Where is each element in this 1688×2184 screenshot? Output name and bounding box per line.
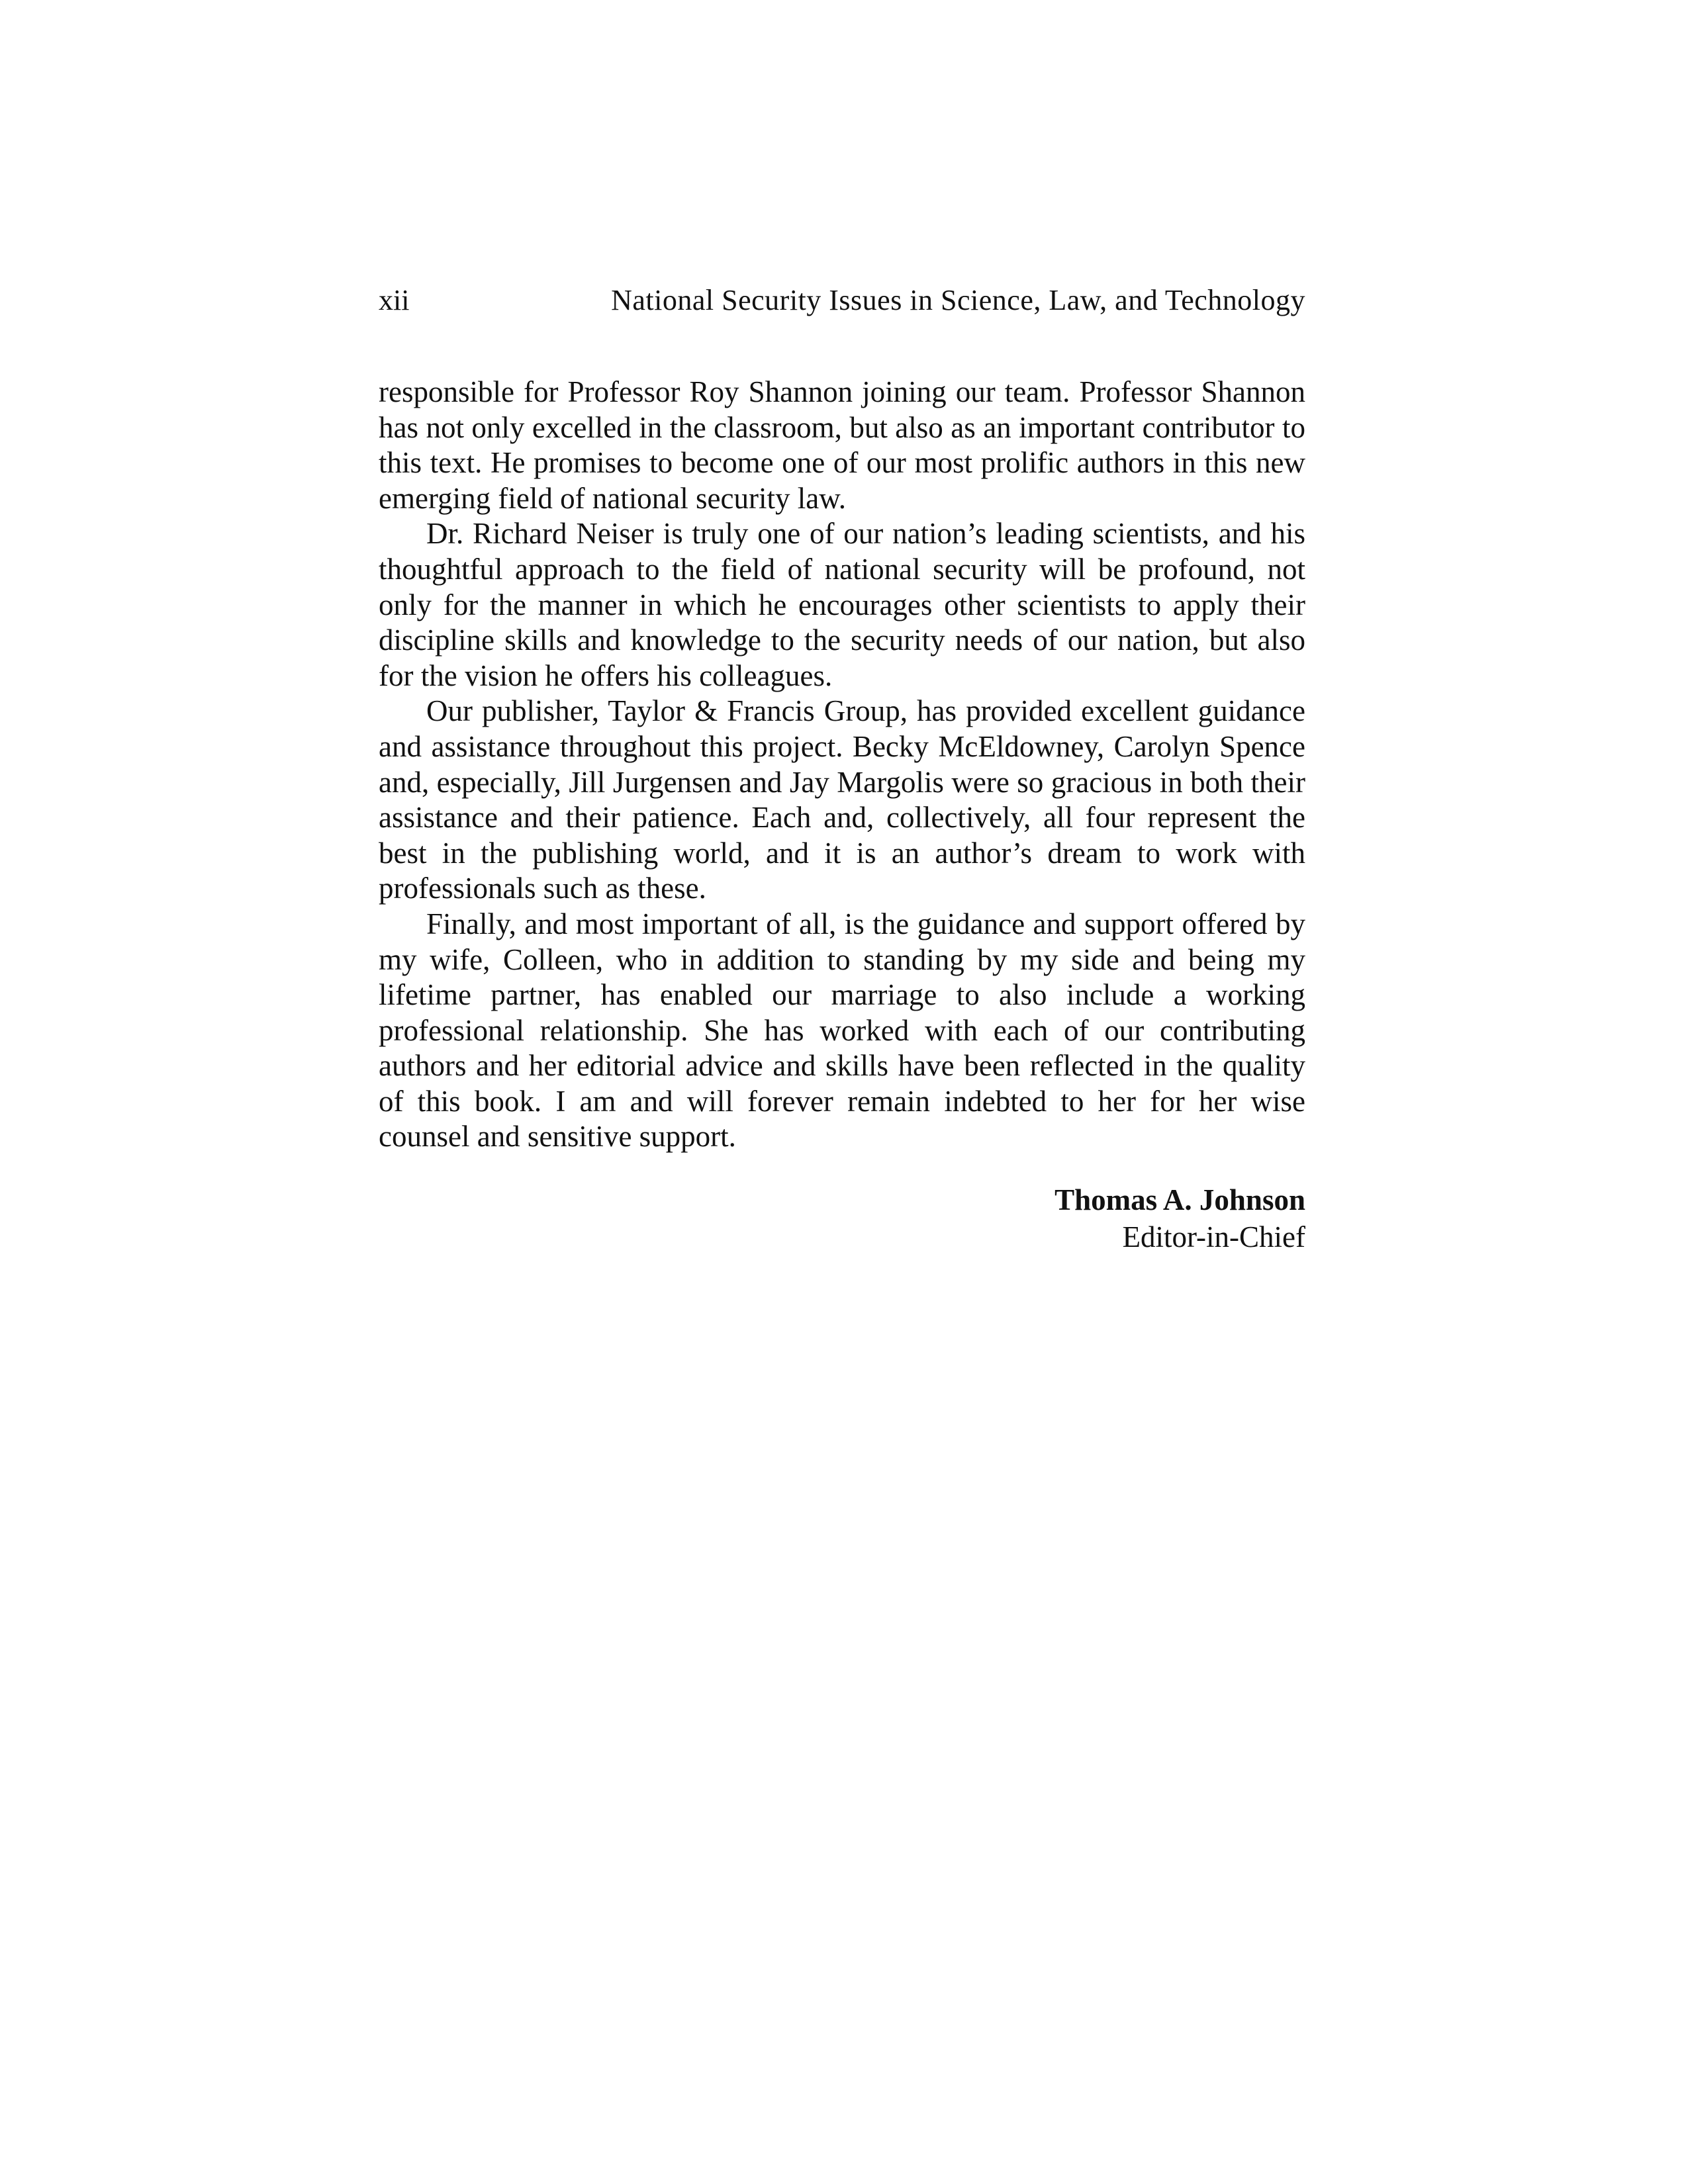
running-title: National Security Issues in Science, Law, and Technology (611, 284, 1305, 316)
paragraph-continued: responsible for Professor Roy Shannon joining our team. Professor Shannon has not only excelled in the classroom, but also as an important contributor to this text. He promises to become one of our most prolific authors in this new emerging field of national security law. (379, 375, 1305, 515)
running-header (379, 281, 1305, 320)
signature-name: Thomas A. Johnson (1055, 1183, 1305, 1217)
document-page (379, 281, 1305, 1255)
body-text (379, 375, 1305, 1155)
paragraph: Finally, and most important of all, is the guidance and support offered by my wife, Colleen, who in addition to standing by my side and being my lifetime partner, has enabled our marriage to also include a working professional relationship. She has worked with each of our contributing authors and her editorial advice and skills have been reflected in the quality of this book. I am and will forever remain indebted to her for her wise counsel and sensitive support. (379, 907, 1305, 1154)
signature-title: Editor-in-Chief (1122, 1220, 1305, 1254)
paragraph: Dr. Richard Neiser is truly one of our nation’s leading scientists, and his thoughtful approach to the field of national security will be profound, not only for the manner in which he encourages other scientists to apply their discipline skills and knowledge to the security needs of our nation, but also for the vision he offers his colleagues. (379, 517, 1305, 692)
signature-block (379, 1181, 1305, 1255)
page-number: xii (379, 284, 410, 316)
paragraph: Our publisher, Taylor & Francis Group, has provided excellent guidance and assistance throughout this project. Becky McEldowney, Carolyn Spence and, especially, Jill Jurgensen and Jay Margolis were so gracious in both their assistance and their patience. Each and, collectively, all four represent the best in the publishing world, and it is an author’s dream to work with professionals such as these. (379, 694, 1305, 905)
